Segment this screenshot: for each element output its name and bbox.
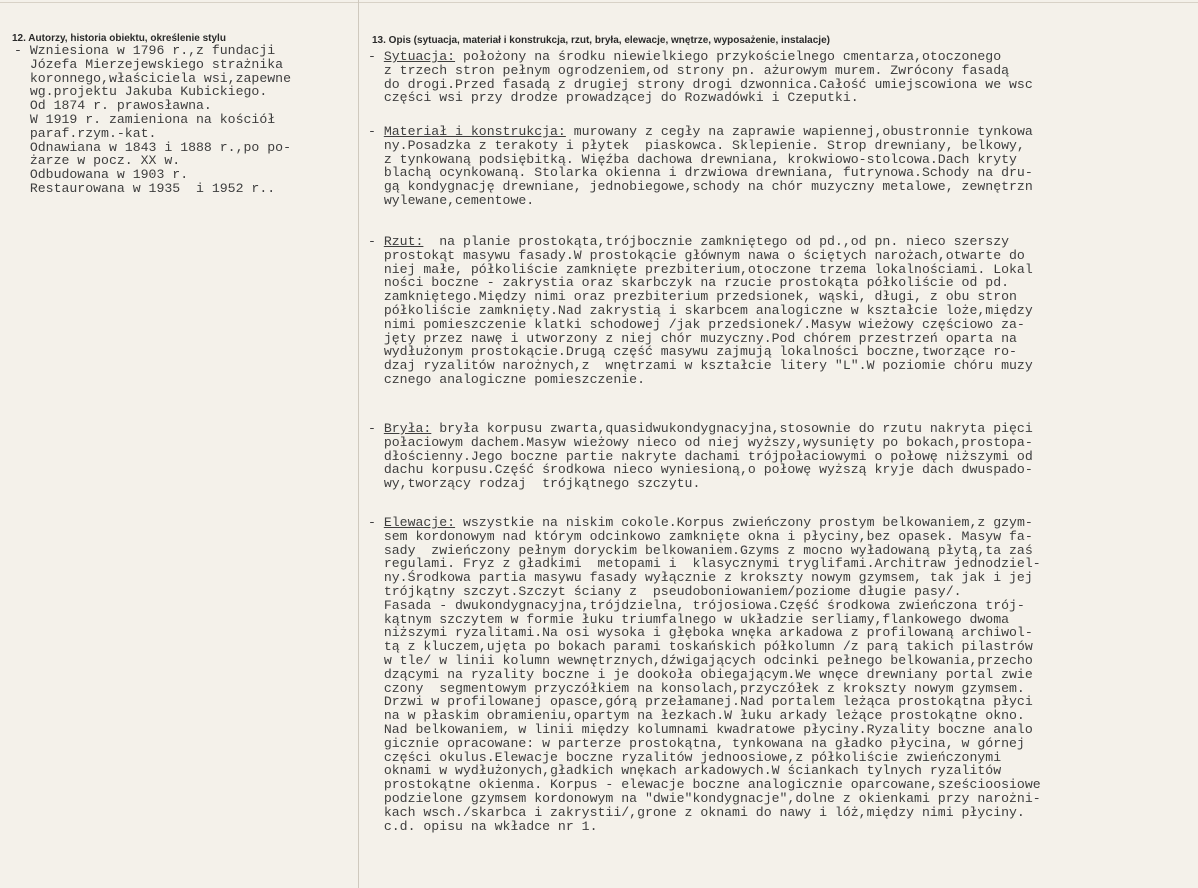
section-rzut [368,235,1033,387]
section-first-line: - Materiał i konstrukcja: murowany z cegły na zaprawie wapiennej,obustronnie tynkowa [368,124,1033,139]
history-line: Odnawiana w 1843 i 1888 r.,po po- [14,139,291,155]
section-first-text: położony na środku niewielkiego przykościelnego cmentarza,otoczonego [455,49,1002,64]
description-line: regulami. Fryz z gładkimi metopami i klasycznymi tryglifami.Architraw jednodziel- [368,556,1041,572]
description-line: oknami w wydłużonych,gładkich wnękach arkadowych.W ściankach tylnych ryzalitów [368,763,1002,779]
history-line: Restaurowana w 1935 i 1952 r.. [14,180,276,196]
description-line: części wsi przy drodze prowadzącej do Rozwadówki i Czeputki. [368,90,859,106]
description-line: jęty przez nawę i utworzony z niej chór muzyczny.Pod chórem przestrzeń oparta na [368,330,1017,346]
description-line: połaciowym dachem.Masyw wieżowy nieco od niej wyższy,wysunięty po bokach,prostopa- [368,434,1033,450]
section-label: Materiał i konstrukcja: [383,124,566,139]
description-line: podzielone gzymsem kordonowym na "dwie"kondygnacje",dolne z okienkami przy narożni- [368,790,1041,806]
section-first-text: na planie prostokąta,trójbocznie zamkniętego od pd.,od pn. nieco szerszy [423,234,1010,249]
description-line: prostokątne okienma. Korpus - elewacje boczne analogicznie oparcowane,sześcioosiowe [368,777,1041,793]
description-line: wy,tworzący rodzaj trójkątnego szczytu. [368,476,701,492]
history-line: W 1919 r. zamieniona na kościół [14,111,276,127]
description-line: gą kondygnację drewniane, jednobiegowe,schody na chór muzyczny metalowe, zewnętrzn [368,179,1033,195]
description-line: ny.Posadzka z terakoty i płytek piaskowca. Sklepienie. Strop drewniany, belkowy, [368,137,1025,153]
section-first-line: - Rzut: na planie prostokąta,trójbocznie zamkniętego od pd.,od pn. nieco szerszy [368,234,1010,249]
section-first-text: bryła korpusu zwarta,quasidwukondygnacyjna,stosownie do rzutu nakryta pięci [431,421,1033,436]
description-line: niej małe, półkoliście zamknięte prezbiterium,otoczone trzema lokalnościami. Lokal [368,261,1033,277]
description-line: kątnym szczytem w formie łuku triumfalnego w układzie serliamy,flankowego dwoma [368,611,1010,627]
description-line: gicznie opracowane: w parterze prostokątna, tynkowana na gładko płycina, w górnej [368,735,1025,751]
description-line: dzącymi na ryzality boczne i je dookoła obiegającym.We wnęce drewniany portal zwie [368,666,1033,682]
right-column-header: 13. Opis (sytuacja, materiał i konstrukcja, rzut, bryła, elewacje, wnętrze, wyposażenie, instalacje) [372,35,830,46]
history-line: - Wzniesiona w 1796 r.,z fundacji [14,43,276,58]
history-line: paraf.rzym.-kat. [14,125,157,141]
history-line: Józefa Mierzejewskiego strażnika [14,56,284,72]
description-line: dzaj ryzalitów narożnych,z wnętrzami w kształcie litery "L".W poziomie chóru muzy [368,358,1033,374]
section-label: Bryła: [383,421,432,436]
section-label: Rzut: [383,234,424,249]
description-line: wylewane,cementowe. [368,192,535,208]
description-line: Drzwi w profilowanej opasce,górą przełamanej.Nad portalem leżąca prostokątna płyci [368,694,1033,710]
description-line: niższymi ryzalitami.Na osi wysoka i głęboka wnęka arkadowa z profilowaną archiwol- [368,625,1033,641]
history-line: Od 1874 r. prawosławna. [14,98,212,114]
section-sytuacja [368,50,1033,105]
left-column-header: 12. Autorzy, historia obiektu, określenie stylu [12,33,226,44]
description-line: do drogi.Przed fasadą z drugiej strony drogi dzwonnica.Całość umiejscowiona we wsc [368,76,1033,92]
description-line: na w płaskim obramieniu,opartym na łezkach.W łuku arkady leżące prostokątne okno. [368,708,1025,724]
description-line: Fasada - dwukondygnacyjna,trójdzielna, trójosiowa.Część środkowa zwieńczona trój- [368,597,1025,613]
description-line: sem kordonowym nad którym odcinkowo zamknięte okna i płyciny,bez opasek. Masyw fa- [368,528,1033,544]
description-line: tą z kluczem,ujęta po bokach parami toskańskich półkolumn /z parą takich pilastrów [368,639,1033,655]
description-line: części okulus.Elewacje boczne ryzalitów jednoosiowe,z półkoliście zwieńczonymi [368,749,1002,765]
description-line: z trzech stron pełnym ogrodzeniem,od strony pn. ażurowym murem. Zwrócony fasadą [368,62,1010,78]
section-label: Elewacje: [383,515,456,530]
section-first-line: - Elewacje: wszystkie na niskim cokole.Korpus zwieńczony prostym belkowaniem,z gzym- [368,515,1033,530]
section-first-line: - Bryła: bryła korpusu zwarta,quasidwukondygnacyjna,stosownie do rzutu nakryta pięci [368,421,1033,436]
section-first-line: - Sytuacja: położony na środku niewielkiego przykościelnego cmentarza,otoczonego [368,49,1002,64]
description-line: ności boczne - zakrystia oraz skarbczyk na rzucie prostokąta półkoliście od pd. [368,275,1010,291]
description-line: półkoliście zamknięty.Nad zakrystią i skarbcem analogiczne w kształcie loże,między [368,302,1033,318]
section-bryla [368,422,1033,491]
section-material [368,125,1033,208]
description-line: zamkniętego.Między nimi oraz prezbiterium przedsionek, wąski, długi, z obu stron [368,289,1017,305]
column-divider [358,0,359,888]
section-first-text: murowany z cegły na zaprawie wapiennej,obustronnie tynkowa [565,124,1033,139]
description-line: kach wsch./skarbca i zakrystii/,grone z oknami do nawy i lóż,między nimi płyciny. [368,804,1025,820]
history-line: Odbudowana w 1903 r. [14,167,189,183]
section-label: Sytuacja: [383,49,456,64]
description-line: Nad belkowaniem, w linii między kolumnami kwadratowe płyciny.Ryzality boczne analo [368,721,1033,737]
history-line: wg.projektu Jakuba Kubickiego. [14,84,268,100]
description-line: nimi pomieszczenie klatki schodowej /jak przedsionek/.Masyw wieżowy częściowo za- [368,316,1025,332]
description-line: w tle/ w linii kolumn wewnętrznych,dźwigających odcinki pełnego belkowania,przecho [368,652,1033,668]
description-line: wydłużonym prostokącie.Drugą część masywu zajmują lokalności boczne,tworzące ro- [368,344,1017,360]
description-line: c.d. opisu na wkładce nr 1. [368,818,598,834]
history-text [14,44,291,196]
description-line: z tynkowaną podsiębitką. Więźba dachowa drewniana, krokwiowo-stolcowa.Dach kryty [368,151,1017,167]
description-line: trójkątny szczyt.Szczyt ściany z pseudoboniowaniem/poziome długie pasy/. [368,583,962,599]
history-line: żarze w pocz. XX w. [14,153,181,169]
top-rule [0,2,1198,3]
section-elewacje [368,516,1041,833]
description-line: czony segmentowym przyczółkiem na konsolach,przyczółek z krokszty nowym gzymsem. [368,680,1025,696]
description-line: sady zwieńczony pełnym doryckim belkowaniem.Gzyms z mocno wyładowaną płytą,ta zaś [368,542,1033,558]
section-first-text: wszystkie na niskim cokole.Korpus zwieńczony prostym belkowaniem,z gzym- [455,515,1033,530]
description-line: ny.Środkowa partia masywu fasady wyłącznie z krokszty nowym gzymsem, tak jak i jej [368,570,1033,586]
description-line: cznego analogiczne pomieszczenie. [368,371,645,387]
description-line: dachu korpusu.Część środkowa nieco wyniesioną,o połowę wyższą kryje dach dwuspado- [368,462,1033,478]
history-line: koronnego,właściciela wsi,zapewne [14,70,291,86]
description-line: dłościenny.Jego boczne partie nakryte dachami trójpołaciowymi o połowę niższymi od [368,448,1033,464]
description-line: prostokąt masywu fasady.W prostokącie głównym nawa o ściętych narożach,otwarte do [368,247,1025,263]
description-line: blachą ocynkowaną. Stolarka okienna i drzwiowa drewniana, futrynowa.Schody na dru- [368,165,1033,181]
